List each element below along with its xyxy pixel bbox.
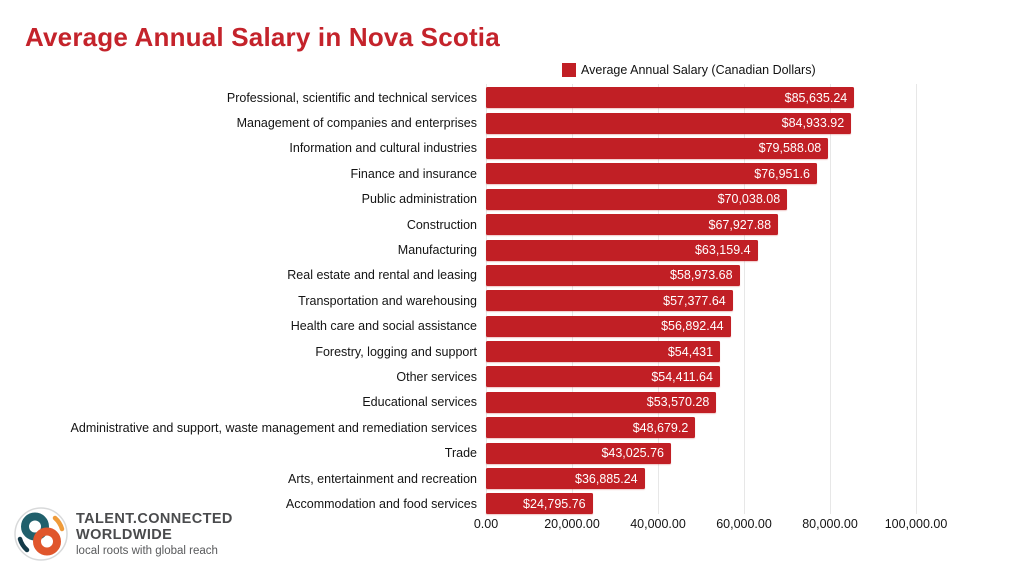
bar-row: [0, 339, 1024, 364]
bar-row: [0, 288, 1024, 313]
bar-track: [486, 443, 916, 464]
bar-row: [0, 440, 1024, 465]
bar-track: [486, 240, 916, 261]
value-label: $84,933.92: [781, 116, 845, 131]
category-label: Information and cultural industries: [289, 141, 477, 156]
legend: [562, 63, 816, 77]
bar-track: [486, 493, 916, 514]
value-label: $43,025.76: [601, 446, 664, 461]
bar-track: [486, 87, 916, 108]
value-label: $85,635.24: [784, 90, 848, 105]
category-label: Accommodation and food services: [285, 496, 477, 511]
value-label: $63,159.4: [694, 243, 751, 258]
bar-track: [486, 163, 916, 184]
bar-row: [0, 466, 1024, 491]
category-label: Public administration: [361, 192, 477, 207]
category-label: Real estate and rental and leasing: [287, 268, 477, 283]
category-label: Trade: [444, 446, 477, 461]
value-label: $79,588.08: [758, 141, 822, 156]
value-label: $54,411.64: [651, 369, 713, 384]
value-label: $48,679.2: [632, 420, 689, 435]
logo-text: [76, 511, 233, 558]
bar: [486, 189, 787, 210]
x-axis-tick-label: 80,000.00: [802, 517, 858, 531]
bar-track: [486, 265, 916, 286]
bar-row: [0, 415, 1024, 440]
value-label: $54,431: [667, 344, 714, 359]
logo-globe-icon: [14, 507, 68, 561]
value-label: $58,973.68: [670, 268, 733, 283]
bar: [486, 316, 731, 337]
bar-track: [486, 214, 916, 235]
chart-title: Average Annual Salary in Nova Scotia: [25, 22, 500, 52]
category-label: Construction: [406, 217, 477, 232]
bar: [486, 493, 593, 514]
bar-track: [486, 366, 916, 387]
company-logo: [14, 507, 233, 561]
bar: [486, 366, 720, 387]
category-label: Educational services: [362, 395, 477, 410]
bar-row: [0, 161, 1024, 186]
bar: [486, 214, 778, 235]
chart-rows: [0, 85, 1024, 517]
logo-line1: TALENT.CONNECTED: [76, 510, 233, 527]
bar-row: [0, 187, 1024, 212]
category-label: Transportation and warehousing: [298, 293, 477, 308]
bar-row: [0, 314, 1024, 339]
value-label: $57,377.64: [663, 293, 726, 308]
bar-row: [0, 364, 1024, 389]
value-label: $70,038.08: [717, 192, 781, 207]
category-label: Arts, entertainment and recreation: [288, 471, 477, 486]
bar: [486, 341, 720, 362]
bar-row: [0, 237, 1024, 262]
value-label: $67,927.88: [708, 217, 772, 232]
category-label: Manufacturing: [397, 243, 477, 258]
value-label: $24,795.76: [523, 496, 586, 511]
bar-row: [0, 390, 1024, 415]
value-label: $56,892.44: [661, 319, 724, 334]
bar: [486, 240, 758, 261]
bar-row: [0, 85, 1024, 110]
x-axis-tick-label: 0.00: [473, 517, 499, 531]
value-label: $36,885.24: [575, 471, 638, 486]
bar: [486, 265, 740, 286]
x-axis-tick-label: 20,000.00: [544, 517, 600, 531]
bar-track: [486, 113, 916, 134]
value-label: $53,570.28: [646, 395, 710, 410]
bar-track: [486, 189, 916, 210]
bar-track: [486, 316, 916, 337]
category-label: Forestry, logging and support: [315, 344, 477, 359]
x-axis-tick-label: 60,000.00: [716, 517, 772, 531]
bar: [486, 290, 733, 311]
bar: [486, 468, 645, 489]
bar-track: [486, 341, 916, 362]
bar-track: [486, 138, 916, 159]
bar-track: [486, 417, 916, 438]
bar-track: [486, 468, 916, 489]
bar-row: [0, 263, 1024, 288]
x-axis-tick-label: 40,000.00: [630, 517, 686, 531]
bar-track: [486, 290, 916, 311]
bar: [486, 163, 817, 184]
category-label: Other services: [396, 369, 477, 384]
bar-track: [486, 392, 916, 413]
bar: [486, 87, 854, 108]
logo-tagline: local roots with global reach: [76, 544, 218, 557]
bar-row: [0, 212, 1024, 237]
bar: [486, 443, 671, 464]
category-label: Professional, scientific and technical services: [226, 90, 477, 105]
logo-line2: WORLDWIDE: [76, 526, 173, 543]
category-label: Health care and social assistance: [290, 319, 477, 334]
category-label: Finance and insurance: [350, 166, 477, 181]
category-label: Management of companies and enterprises: [236, 116, 477, 131]
category-label: Administrative and support, waste management and remediation services: [70, 420, 477, 435]
value-label: $76,951.6: [754, 166, 810, 181]
x-axis: [473, 517, 948, 535]
bar: [486, 392, 716, 413]
x-axis-tick-label: 100,000.00: [884, 517, 948, 531]
bar: [486, 113, 851, 134]
bar-row: [0, 136, 1024, 161]
bar-row: [0, 110, 1024, 135]
bar: [486, 138, 828, 159]
bar: [486, 417, 695, 438]
legend-marker-icon: [562, 63, 576, 77]
legend-label: Average Annual Salary (Canadian Dollars): [581, 63, 816, 77]
